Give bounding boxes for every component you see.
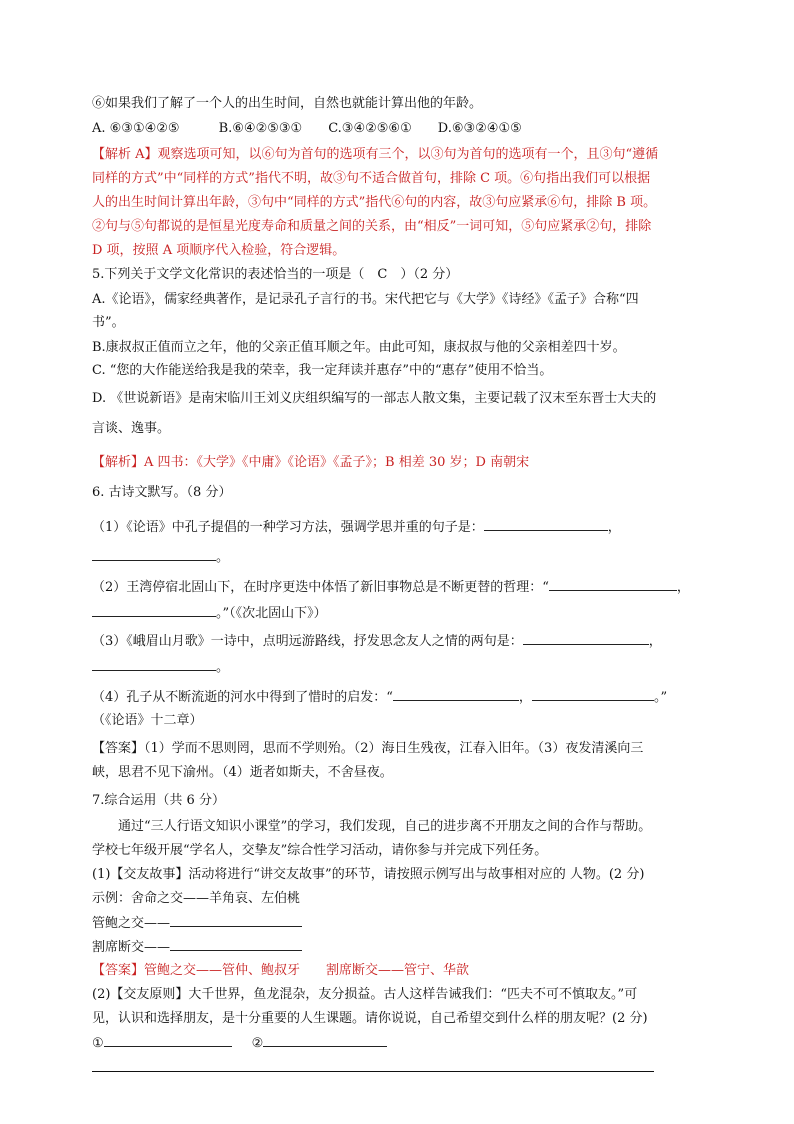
answer-blank[interactable] [484, 518, 608, 531]
answer-blank[interactable] [92, 604, 216, 617]
answer-blank[interactable] [532, 688, 654, 701]
q6-item-4 [92, 688, 667, 707]
q6-item-4-source: （《论语》十二章） [92, 713, 203, 728]
answer-blank[interactable] [393, 688, 519, 701]
q6-item-2 [92, 578, 690, 597]
q4-analysis-line-4: ②句与⑤句都说的是恒星光度寿命和质量之间的关系，由“相反”一词可知，⑤句应紧承②句，排除 [92, 219, 652, 234]
q4-analysis-line-2: 同样的方式”中“同样的方式”指代不明，故③句不适合做首句，排除 C 项。⑥句指出我们可以根据 [92, 171, 651, 186]
answer-line-rule[interactable] [92, 1071, 654, 1072]
q5-analysis: 【解析】A 四书：《大学》《中庸》《论语》《孟子》；B 相差 30 岁；D 南朝宋 [92, 455, 530, 470]
q6-item-3 [92, 632, 662, 651]
q7-item-1-label: 管鲍之交—— [92, 916, 171, 931]
q7-blanks [92, 1034, 387, 1053]
answer-blank[interactable] [92, 658, 216, 671]
q6-item-3-cont [92, 658, 229, 677]
answer-blank[interactable] [104, 1034, 232, 1047]
q4-options: A. ⑥③①④②⑤ B.⑥④②⑤③① C.③④②⑤⑥① D.⑥③②④①⑤ [92, 121, 522, 136]
comma: ， [676, 580, 690, 595]
q5-option-b: B.康叔叔正值而立之年，他的父亲正值耳顺之年。由此可知，康叔叔与他的父亲相差四十岁。 [92, 340, 626, 355]
q5-option-c: C. “您的大作能送给我是我的荣幸，我一定拜读并惠存”中的“惠存”使用不恰当。 [92, 363, 553, 378]
answer-blank[interactable] [92, 548, 216, 561]
q6-item-2-cont [92, 604, 327, 623]
answer-blank[interactable] [263, 1034, 387, 1047]
q7-item-2 [92, 938, 302, 957]
period: 。 [216, 550, 230, 565]
comma: ， [518, 690, 532, 705]
q6-item-4-prompt: （4）孔子从不断流逝的河水中得到了惜时的启发：“ [92, 690, 393, 705]
q6-answer-line-2: 峡，思君不见下渝州。（4）逝者如斯夫，不舍昼夜。 [92, 765, 393, 780]
q6-stem: 6. 古诗文默写。（8 分） [92, 485, 232, 500]
q5-stem: 5.下列关于文学文化常识的表述恰当的一项是（ C ）（2 分） [92, 267, 459, 282]
q7-intro-line-1: 通过“三人行语文知识小课堂”的学习，我们发现，自己的进步离不开朋友之间的合作与帮助。 [92, 819, 652, 834]
q4-sentence-6: ⑥如果我们了解了一个人的出生时间，自然也就能计算出他的年龄。 [92, 96, 483, 111]
q7-intro-line-2: 学校七年级开展“学名人，交挚友”综合性学习活动，请你参与并完成下列任务。 [92, 843, 548, 858]
q6-item-1-prompt: （1）《论语》中孔子提倡的一种学习方法，强调学思并重的句子是： [92, 520, 484, 535]
q5-option-d-line-1: D. 《世说新语》是南宋临川王刘义庆组织编写的一部志人散文集，主要记载了汉末至东晋士大夫的 [92, 391, 657, 406]
q5-option-a-line-1: A.《论语》，儒家经典著作，是记录孔子言行的书。宋代把它与《大学》《诗经》《孟子》合称“四 [92, 292, 639, 307]
comma: ， [648, 634, 662, 649]
blank-2-label: ② [251, 1036, 264, 1051]
q6-item-1-cont [92, 548, 229, 567]
q7-item-2-label: 割席断交—— [92, 940, 171, 955]
q7-answer: 【答案】管鲍之交——管仲、鲍叔牙 割席断交——管宁、华歆 [92, 963, 470, 978]
poem-source: 。”（《次北固山下》） [216, 606, 327, 621]
q6-answer-line-1: 【答案】（1）学而不思则罔，思而不学则殆。（2）海日生残夜，江春入旧年。（3）夜发清溪向三 [92, 741, 644, 756]
comma: ， [607, 520, 621, 535]
answer-blank[interactable] [549, 578, 677, 591]
blank-1-label: ① [92, 1036, 104, 1051]
q7-stem: 7.综合运用（共 6 分） [92, 793, 225, 808]
q5-option-a-line-2: 书”。 [92, 315, 125, 330]
q7-task-2-line-1: (2)【交友原则】大千世界，鱼龙混杂，友分损益。古人这样告诫我们：“匹夫不可不慎取友。”可 [92, 987, 638, 1002]
period: 。” [653, 690, 668, 705]
answer-blank[interactable] [523, 632, 649, 645]
answer-blank[interactable] [170, 914, 302, 927]
q4-analysis-line-1: 【解析 A】观察选项可知，以⑥句为首句的选项有三个，以③句为首句的选项有一个，且③句“遵循 [92, 147, 659, 162]
q4-analysis-line-5: D 项，按照 A 项顺序代入检验，符合逻辑。 [92, 243, 346, 258]
q5-option-d-line-2: 言谈、逸事。 [92, 421, 171, 436]
q6-item-1 [92, 518, 621, 537]
q7-task-2-line-2: 见，认识和选择朋友，是十分重要的人生课题。请你说说，自己希望交到什么样的朋友呢？(2 分) [92, 1011, 648, 1026]
period: 。 [216, 660, 230, 675]
q7-item-1 [92, 914, 302, 933]
q7-task-1: (1)【交友故事】活动将进行“讲交友故事”的环节，请按照示例写出与故事相对应的 人物。(2 分) [92, 867, 645, 882]
q4-analysis-line-3: 人的出生时间计算出年龄，③句中“同样的方式”指代⑥句的内容，故③句应紧承⑥句，排除 B 项。 [92, 195, 657, 210]
answer-blank[interactable] [170, 938, 302, 951]
q7-example: 示例：舍命之交——羊角哀、左伯桃 [92, 891, 301, 906]
q6-item-2-prompt: （2）王湾停宿北固山下，在时序更迭中体悟了新旧事物总是不断更替的哲理：“ [92, 580, 549, 595]
q6-item-3-prompt: （3）《峨眉山月歌》一诗中，点明远游路线，抒发思念友人之情的两句是： [92, 634, 523, 649]
